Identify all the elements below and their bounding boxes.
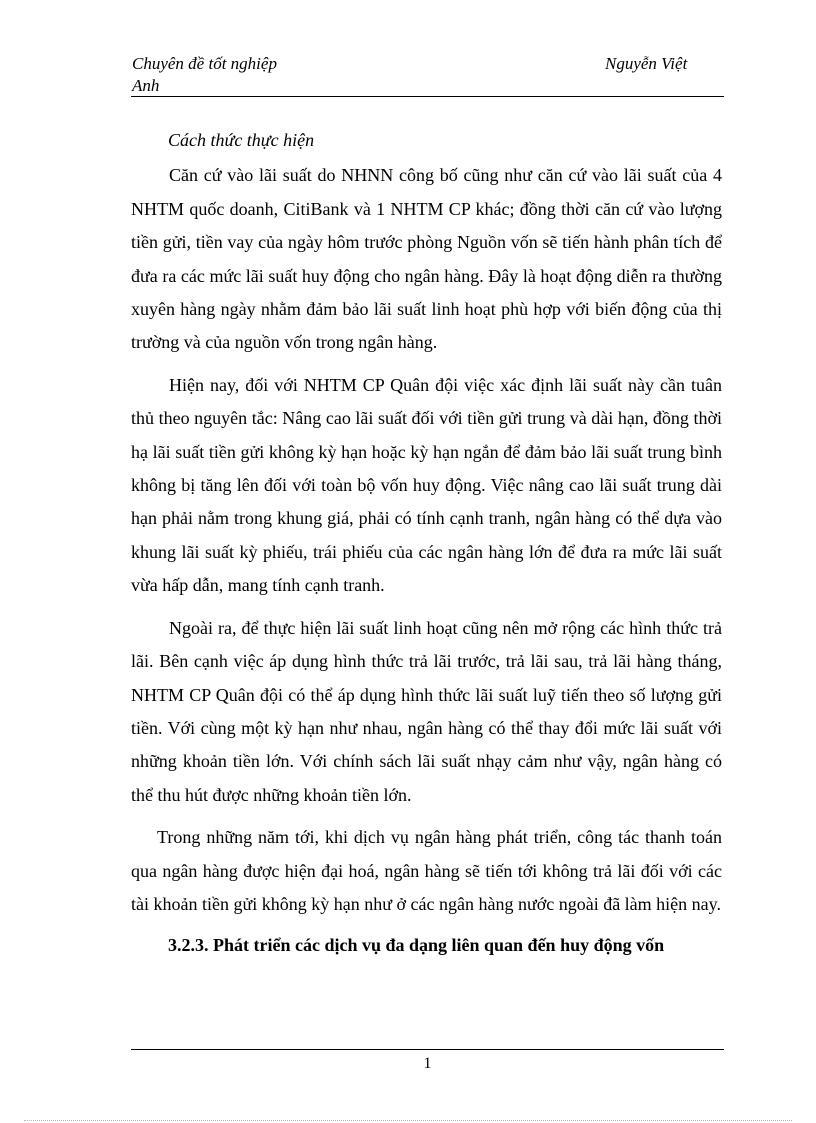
document-body (131, 124, 722, 963)
page-number: 1 (423, 1055, 432, 1072)
footer-rule (131, 1049, 724, 1050)
header-title-continuation: Anh (132, 76, 160, 95)
header-document-title (132, 53, 332, 97)
paragraph-3: Ngoài ra, để thực hiện lãi suất linh hoạt cũng nên mở rộng các hình thức trả lãi. Bên cạnh việc áp dụng hình thức trả lãi trước, trả lãi sau, trả lãi hàng tháng, NHTM CP Quân đội có thể áp dụng hình thức lãi suất luỹ tiến theo số lượng gửi tiền. Với cùng một kỳ hạn như nhau, ngân hàng có thể thay đổi mức lãi suất với những khoản tiền lớn. Với chính sách lãi suất nhạy cảm như vậy, ngân hàng có thể thu hút được những khoản tiền lớn. (131, 617, 722, 805)
section-heading: 3.2.3. Phát triển các dịch vụ đa dạng liên quan đến huy động vốn (168, 935, 665, 956)
subheading: Cách thức thực hiện (168, 130, 315, 150)
paragraph-1: Căn cứ vào lãi suất do NHNN công bố cũng như căn cứ vào lãi suất của 4 NHTM quốc doanh, CitiBank và 1 NHTM CP khác; đồng thời căn cứ vào lượng tiền gửi, tiền vay của ngày hôm trước phòng Nguồn vốn sẽ tiến hành phân tích để đưa ra các mức lãi suất huy động cho ngân hàng. Đây là hoạt động diễn ra thường xuyên hàng ngày nhằm đảm bảo lãi suất linh hoạt phù hợp với biến động của thị trường và của nguồn vốn trong ngân hàng. (131, 165, 722, 353)
header-rule (131, 96, 724, 97)
paragraph-4: Trong những năm tới, khi dịch vụ ngân hàng phát triển, công tác thanh toán qua ngân hàng được hiện đại hoá, ngân hàng sẽ tiến tới không trả lãi đối với các tài khoản tiền gửi không kỳ hạn như ở các ngân hàng nước ngoài đã làm hiện nay. (131, 827, 722, 914)
page-edge (24, 1120, 792, 1121)
header-title-line: Chuyên đề tốt nghiệp (132, 54, 277, 73)
paragraph-2: Hiện nay, đối với NHTM CP Quân đội việc xác định lãi suất này cần tuân thủ theo nguyên tắc: Nâng cao lãi suất đối với tiền gửi trung và dài hạn, đồng thời hạ lãi suất tiền gửi không kỳ hạn hoặc kỳ hạn ngắn để đảm bảo lãi suất trung bình không bị tăng lên đối với toàn bộ vốn huy động. Việc nâng cao lãi suất trung dài hạn phải nằm trong khung giá, phải có tính cạnh tranh, ngân hàng có thể dựa vào khung lãi suất kỳ phiếu, trái phiếu của các ngân hàng lớn để đưa ra mức lãi suất vừa hấp dẫn, mang tính cạnh tranh. (131, 374, 722, 596)
header-author: Nguyễn Việt (605, 54, 688, 73)
